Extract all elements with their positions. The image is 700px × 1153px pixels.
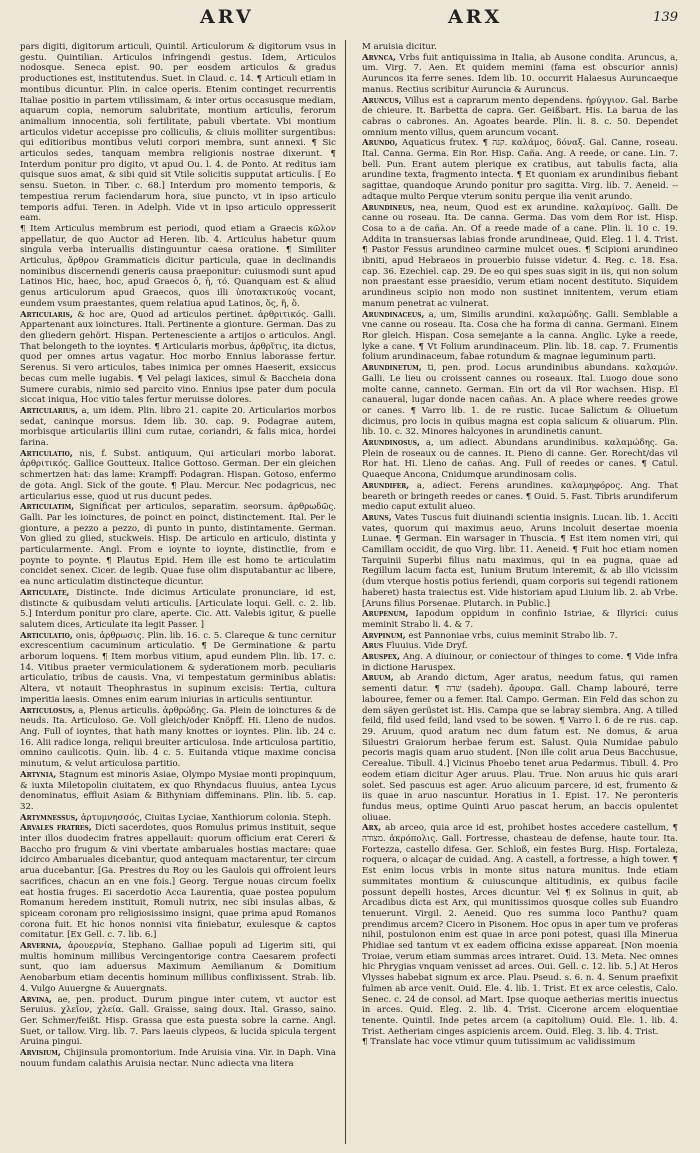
dictionary-entry: [20, 770, 336, 813]
dictionary-entry: [362, 138, 678, 202]
entry-headword: Arundineus,: [362, 202, 415, 213]
dictionary-entry: [362, 1037, 678, 1048]
dictionary-entry: [362, 641, 678, 652]
entry-headword: Arvpinum,: [362, 630, 406, 641]
dictionary-entry: [20, 823, 336, 941]
dictionary-entry: [20, 1048, 336, 1069]
entry-headword: Aruum,: [362, 673, 394, 684]
entry-text: Stagnum est minoris Asiae, Olympo Mysiae monti propinquum, & iuxta Miletopolin ciuitatem, ex quo Rhyndacus fluuius, antea Lycus denominatus, effluit Asiam & Bithyniam diffeminans. Plin. lib. 5. cap. 32.: [20, 769, 336, 812]
dictionary-entry: [20, 42, 336, 224]
right-column: [362, 42, 678, 1144]
dictionary-entry: [362, 203, 678, 310]
entry-text: a, um idem. Plin. libro 21. capite 20. Articularios morbos sedat, caninque morsus. Idem lib. 30. cap. 9. Podagrae autem, morbisque articulariis illini cum rutae, coriandri, & falis mica, hordei farina.: [20, 405, 336, 449]
dictionary-entry: [20, 588, 336, 631]
entry-headword: Articulatio,: [20, 630, 73, 641]
dictionary-entry: [20, 706, 336, 770]
entry-text: a, Plenus articulis. ἀρθρώδης. Ga. Plein de ioinctures & de neuds. Ita. Articuloso. Ge. Voll gleich/oder Knöpff. Hi. Lleno de nudos. Ang. Full of ioyntes, that hath many knottes or ioyntes. Plin. lib. 24 c. 16. Alii radice longa, reliqui breuiter articulosa. Inde articulosa partitio, omnino caulicotis. Quin. lib. 4 c. 5. Euitanda vtique maxime concisa minutum, & velut articulosa partitio.: [20, 705, 336, 770]
entry-text: Distincte. Inde dicimus Articulate pronunciare, id est, distincte & quibusdam veluti articulis. [Articulate loqui. Gell. c. 2. lib. 5.] Interdum ponitur pro clare, aperte. Cic. Att. Valebis igitur, & puelle salutem dices, Articulate ita legit Passer. ]: [20, 587, 336, 630]
entry-text: Dicti sacerdotes, quos Romulus primus instituit, seque inter illos duodecim fratres appellauit: quorum officium erat Cereri & Baccho pro frugum & vini vbertate ambaruales hostias mactare: quae idcirco Ambaruales dicebantur, quod antequam mactarentur, ter circum arua ducebantur. [Ga. Prestres du Roy ou les Gaulois qui offroient leurs sacrifices, chacun an en vne fois.] Georg. Tergue nouas circum foelix eat hostia fruges. Ei sacerdotio Acca Laurentia, quae postea populum Romanum heredem instituit, Romuli nutrix, nec sibi insulas albas, & spiceam coronam pro religiosissimo insigni, quae prima apud Romanos corona fuit. Et hic honos nonnisi vita finiebatur, exulesque & captos comitatur. [Ex Gell. c. 7. lib. 6.]: [20, 823, 336, 941]
entry-text: Ang. A diuinour, or coniectour of thinges to come. ¶ Vide infra in dictione Haruspex.: [362, 652, 678, 673]
entry-text: a, um, Similis arundini. καλαμώδης. Galli. Semblable a vne canne ou roseau. Ita. Cosa che ha forma di canna. Germani. Einem Ror gleich. Hispan. Cosa semejante a la canna. Anglic. Lyke a reede, lyke a cane. ¶ Vt Folium arundinaceum. Plin. lib. 18. cap. 7. Frumentis folium arundinaceum, fabae rotundum & magnae leguminum parti.: [362, 309, 678, 363]
dictionary-entry: [362, 42, 678, 53]
entry-text: M aruisia dicitur.: [362, 42, 437, 52]
entry-text: a, adiect. Ferens arundines. καλαμηφόρος. Ang. That beareth or bringeth reedes or canes. ¶ Ouid. 5. Fast. Tibris arundiferum medio caput extulit alueo.: [362, 480, 678, 513]
dictionary-entry: [20, 941, 336, 995]
entry-text: nis, f. Subst. antiquum, Qui articulari morbo laborat. ἀρθριτικός. Gallice Goutteux. Italice Gottoso. German. Der ein gleichen schmertzen hat: das lame: Krampff: Podagran. Hispan. Gotoso, enfermo de gota. Angl. Sick of the goute. ¶ Plau. Mercur. Nec podagricus, nec articularius esse, quod ut rus ducunt pedes.: [20, 448, 336, 502]
dictionary-entry: [20, 224, 336, 310]
entry-headword: Aruspex,: [362, 652, 400, 663]
entry-text: Significat per articulos, separatim. seorsum. ἀρθρωδῶς. Galli. Par les ioinctures, de poinct en poinct, distinctement. Ital. Per le gionture, a pezzo a pezzo, di punto in punto, distintamente. German. Von glied zu glied, stuckweis. Hisp. De articulo en articulo, distinta y particularmente. Angl. From e ioynte to ioynte, distinctlie, from e poynte to poynte. ¶ Plautus Epid. Hem ille est homo te articulatim concidet senex. Cicer. de legib. Quae fuse olim disputabantur ac libere, ea nunc articulatim distincteque dicuntur.: [20, 502, 336, 588]
dictionary-entry: [362, 652, 678, 673]
entry-text: ἀρτυμνησσός, Ciuitas Lyciae, Xanthiorum colonia. Steph.: [80, 812, 331, 823]
column-divider: [345, 40, 346, 1144]
dictionary-entry: [362, 310, 678, 364]
entry-text: ae, pen. product. Durum pingue inter cutem, vt auctor est Seruius. χλεῖον, χλεία. Gall. Graisse, saing doux. Ital. Grasso, saino. Ger. Schmer/feißt. Hisp. Grassa que esta puesta sobre la carne. Angl. Suet, or tallow. Virg. lib. 7. Pars laeuis clypeos, & lucida spicula tergent Aruina pingui.: [20, 994, 336, 1048]
dictionary-entry: [362, 609, 678, 630]
entry-text: Aquaticus frutex. ¶ קנה. καλάμος, δόναξ. Gal. Canne, roseau. Ital. Canna. Germa. Ein Ror. Hisp. Caña. Ang. A reede, or cane. Lin. 7. bell. Pun. Erant autem plerique ex cratibus, aut tabulis facta, alia arundine texta, fragmento intecta. ¶ Et quoniam ex arundinibus fiebant sagittae, quandoque Arundo ponitur pro sagitta. Virg. lib. 7. Aeneid. -- adtaque multo Perque vterum sonitu perque ilia venit arundo.: [362, 138, 678, 202]
dictionary-entry: [20, 995, 336, 1049]
entry-text: Vates Tuscus fuit diuinandi scientia insignis. Lucan. lib. 1. Acciti vates, quorum qui maximus aeuo, Aruns incoluit desertae moenia Lunae. ¶ German. Ein warsager in Thuscia. ¶ Est item nomen viri, qui Camillam occidit, de quo Virg. libr. 11. Aeneid. ¶ Fuit hoc etiam nomen Tarquinii Superbi filius natu maximus, qui in ea pugna, quae ad Regillum lacum facta est, Iunium Brutum interemit, & ab illo vicissim (dum vterque hostis potius feriendi, quam corporis sui tegendi rationem haberet) hasta traiectus est. Vide historiam apud Liuium lib. 2. ab Vrbe. [Aruns filius Porsenae. Plutarch. in Public.]: [362, 512, 678, 609]
entry-text: nea, neum, Quod est ex arundine. καλαμίνος. Galli. De canne ou roseau. Ita. De canna. Germa. Das vom dem Ror ist. Hisp. Cosa to a de caña. An. Of a reede made of a cane. Plin. li. 10 c. 19. Addita in transuersas labias fronde arundineae, Quid. Eleg. 1 l. 4. Trist. ¶ Pastor Fessus arundineo carmine mulcet oues. ¶ Scipioni arundineo ibniti, apud Hebraeos in prouerbio fuisse videtur. 4. Reg. c. 18. Esa. cap. 36. Ezechiel. cap. 29. De eo qui spes suas sigit in iis, qui non solum non praestant esse praesidio, verum etiam nocent destituto. Siquidem arundineus scipio non modo non sustinet innitentem, verum etiam manum penetrat ac vulnerat.: [362, 202, 678, 309]
entry-text: ἀρουερνία, Stephano. Galliae populi ad Ligerim siti, qui multis hominum millibus Vercingentorige contra Caesarem profecti sunt, quo iam aduersus Maximum Aemilianum & Domitium Aenobarbum etiam decentis hominum millibus conflixissent. Strab. lib. 4. Vulgo Auuergne & Auuergnats.: [20, 941, 336, 994]
entry-text: ab arceo, quia arce id est, prohibet hostes accedere castellum, ¶ מצודה. ἀκρόπολις. Gall. Fortresse, chasteau de defense, haute tour. Ita. Fortezza, castello difesa. Ger. Schloß, ein festes Burg. Hisp. Fortaleza, roquera, o alcaçar de cuidad. Ang. A castell, a fortresse, a high tower. ¶ Est enim locus vrbis in monte situs natura munitus. Inde etiam summitates montium & cuiuscunque altitudinis, ex quibus facile possunt depelli hostes, Arces dicuntur. Vel ¶ ex Solinus in quit, ab Arcadibus dicta est Arx, qui munitissimos quosque colles sub Euandro tenuerunt. Virgil. 2. Aeneid. Quo res summa loco Panthu? quam prendimus arcem? Cicero in Pisonem. Hoc opus in aper tum ve proferas nihil, postulonon enim est quae in arce poni potest, quasi illa Minerua Phidiae sed tantum vt ex eadem officina exisse appareat. [Non moenia Troiae, verum etiam summas arces intraret. Ouid. 13. Meta. Nec omnes hic Phrygias vnquam venisset ad arces. Oui. Gell. c. 12. lib. 5.] At Heros Vlysses habebat signum ex arce. Plau. Pseud. s. 6. n. 4. Senum praefixit fulmen ab arce venit. Ouid. Ele. 4. lib. 1. Trist. Et ex arce celestis, Calo. Senec. c. 24 de consol. ad Mart. Ipse quoque aetherias meritis inuectus in arces. Quid. Eleg. 2. lib. 4. Trist. Cicerone arcem eloquentiae tenente. Quintil. Inde petes arcem (a capitolium) Ouid. Ele. 1. lib. 4. Trist. Aetheriam cinges aspicienis arcem. Ouid. Eleg. 3. lib. 4. Trist.: [362, 823, 678, 1037]
entry-text: onis, ἀρθρωσις. Plin. lib. 16. c. 5. Clareque & tunc cernitur excrescentium cacuminum articulatio. ¶ De Germinatione & partu arborum loquens. ¶ Item morbus vitium, apud eundem Plin. lib. 17. c. 14. Vitibus praeter vermiculationem & syderationem morb. peculiaris articulatio, tribus de causis. Vna, vi tempestatum germinibus ablatis: Altera, vt notauit Theophrastus in supinum excisis: Tertia, cultura imperitia laesis. Omnes enim earum iniurias in articulis sentiuntur.: [20, 630, 336, 705]
dictionary-entry: [20, 406, 336, 449]
page-number: 139: [653, 10, 678, 25]
dictionary-entry: [362, 363, 678, 438]
dictionary-entry: [362, 96, 678, 139]
entry-headword: Articulatim,: [20, 502, 75, 513]
entry-headword: Aruns,: [362, 512, 392, 523]
dictionary-entry: [362, 823, 678, 1037]
dictionary-entry: [20, 502, 336, 588]
dictionary-entry: [362, 631, 678, 642]
entry-headword: Artynia,: [20, 769, 57, 780]
entry-text: Iapodum oppidum in confinio Istriae, & Illyrici: cuius meminit Strabo li. 4. & 7.: [362, 609, 678, 630]
page-header: [0, 6, 700, 38]
entry-headword: Arvales fratres,: [20, 823, 92, 834]
entry-headword: Arundinosus,: [362, 438, 420, 449]
dictionary-entry: [20, 310, 336, 406]
dictionary-entry: [362, 481, 678, 513]
entry-text: ti, pen. prod. Locus arundinibus abundans. καλαμών. Galli. Le lieu ou croissent cannes ou roseaux. Ital. Luogo doue sono molte canne, canneto. German. Ein ort da vil Ror wachsen. Hisp. El canaueral, lugar donde nacen cañas. An. A place where reedes growe or canes. ¶ Varro lib. 1. de re rustic. Iucae Salictum & Oliuetum dicimus, pro locis in quibus magna est copia salicum & oliuarum. Plin. lib. 10. c. 32. Minores halcyones in arundinetis canunt.: [362, 363, 678, 438]
entry-text: Vrbs fuit antiquissima in Italia, ab Ausone condita. Aruncus, a, um. Virg. 7. Aen. Et quidem memini (fama est obscurior annis) Auruncos ita ferre senes. Idem lib. 10. occurrit Halaesus Auruncaeque manus. Rectius scribitur Auruncia & Auruncus.: [362, 52, 678, 95]
entry-headword: Arvisium,: [20, 1048, 61, 1059]
dictionary-entry: [362, 438, 678, 481]
entry-headword: Artymnessus,: [20, 812, 79, 823]
entry-text: est Pannoniae vrbs, cuius meminit Strabo lib. 7.: [408, 630, 618, 641]
dictionary-entry: [20, 631, 336, 706]
entry-text: ¶ Translate hac voce vtimur quum tutissimum ac validissimum: [362, 1037, 636, 1048]
entry-headword: Aruncus,: [362, 95, 402, 106]
entry-text: pars digiti, digitorum articuli, Quintil. Articulorum & digitorum vsus in gestu. Quintilian. Articulos infringendi gestus. Idem, Articulos nodosque. Seneca epist. 90. per eosdem articulos & gradus productiones est, institutendus. Suet. in Claud. c. 14. ¶ Articuli etiam in montibus dicuntur. Plin. in calce operis. Etenim continget recurrentis Italiae positio in partem vtilissimam, & inter ortus occasusque mediam, aquarum copia, nemorum salubritate, montium articulis, ferorum animalium innocentia, soli fertilitate, pabuli vbertate. Vbi montium articulos videtur accepisse pro colliculis, & cliuis molliter surgentibus: qui editioribus montibus veluti corpori membra, sunt annexi. ¶ Sic articulos sedes, tanquam membra religionis nostrae dixerunt. ¶ Interdum ponitur pro digito, vt apud Ou. l. 4. de Ponto. At reditus iam quisque suos amat, & sibi quid sit Vtile solicitis supputat articulis. [ Eo sensu. Sueton. in Tiber. c. 68.] Interdum pro momento temporis, & tempestiua rerum faciendarum hora, siue puncto, vt in ipso articulo temporis adfui. Teren. in Adelph. Vide vt in ipso articulo oppresserit eam.: [20, 42, 336, 224]
dictionary-entry: [362, 513, 678, 609]
entry-text: Fluuius. Vide Dryf.: [385, 641, 468, 652]
entry-headword: Articulatio,: [20, 448, 73, 459]
dictionary-entry: [20, 449, 336, 503]
entry-text: Chijinsula promontorium. Inde Aruisia vina. Vir. in Daph. Vina nouum fundam calathis Aruisia nectar. Nunc adiecta vna litera: [20, 1048, 336, 1069]
entry-headword: Articularius,: [20, 405, 79, 416]
entry-text: ab Arando dictum, Ager aratus, needum fatus, qui ramen sementi datur. ¶ שדה (sadeh). ἄρουρα. Gall. Champ labouré, terre labouree, femer ou a femer. Ital. Campo. German. Ein Feld das schon zu dem säyen gerüstet ist. His. Campa que se labray siembra. Ang. A tilled feild, fild used feild, land vsed to be sowen. ¶ Varro l. 6 de re rus. cap. 29. Aruum, quod aratum nec dum fatum est. Ne domus, & arua Siluestri Graiorum herbae ferum est. Salust. Quia Numidae pabulo pecoris magis quam aruo student. [Non ille colit arua Deus Bacchusue, Cerealue. Tibull. 4.] Vicinus Phoebo tenet arua Pedarmus. Tibull. 4. Pro eodem etiam dicitur Ager aruus. Plau. True. Non aruus hic quis arari solet. Sed pascuus est ager. Aruo alicuum parcere, id est, frumento & iis quae in aruo nascuntur. Horatius in 1. Epist. 17. Ne peronteris fundus meus, optime Quinti Aruo pascat herum, an baccis opulentet oliuae.: [362, 673, 678, 823]
entry-text: & hoc are, Quod ad articulos pertinet. ἀρθριτικός. Galli. Appartenant aux ioinctures. Itali. Pertinente a gionture. German. Das zu den gliedern gehört. Hispan. Pertenesciente a artijos o articulos. Angl. That belongeth to the ioyntes. ¶ Articularis morbus, ἀρθρῖτις, ita dictus, quod per omnes artus vagatur. Hoc morbo Ennius laborasse fertur. Serenus. Si vero articulos, tabes inimica per omnes Haeserit, exsiccus becas cum melle iugabis. ¶ Vel pelagi laxices, simul & Baccheia dona Sumere curabis, nimio sed parcito vino. Ennius ipse pater dum pocula siccat iniqua, Hoc vitio tales fertur meruisse dolores.: [20, 309, 336, 406]
entry-headword: Arupenum,: [362, 609, 409, 620]
left-column: [20, 42, 336, 1144]
dictionary-entry: [362, 53, 678, 96]
entry-headword: Arundo,: [362, 138, 398, 149]
entry-headword: Arvnca,: [362, 52, 397, 63]
entry-headword: Arundifer,: [362, 480, 410, 491]
entry-headword: Articulosus,: [20, 705, 76, 716]
entry-headword: Arundinaceus,: [362, 309, 425, 320]
entry-text: a, um adiect. Abundans arundinibus. καλαμώδης. Ga. Plein de roseaux ou de cannes. It. Pieno di canne. Ger. Rorecht/das vil Ror hat. Hi. Lleno de cañas. Ang. Full of reedes or canes. ¶ Catul. Quaeque Ancona, Cnidumque arundinosam colis.: [362, 438, 678, 481]
entry-headword: Articularis,: [20, 309, 73, 320]
entry-headword: Arus: [362, 641, 384, 652]
entry-headword: Arvernia,: [20, 941, 62, 952]
entry-headword: Articulate,: [20, 587, 70, 598]
entry-text: ¶ Item Articulus membrum est periodi, quod etiam a Graecis κῶλον appellatur, de quo Auctor ad Heren. lib. 4. Articulus habetur quum singula verba interuallis distinguuntur caesa oratione. ¶ Similiter Articulus, ἄρθρον Grammaticis dicitur particula, quae in declinandis nominibus discernendi generis causa praeponitur: cuiusmodi sunt apud Latinos Hic, haec, hoc, apud Graecos ὁ, ἡ, τό. Quanquam est & aliud genus articulorum apud Graecos, quos illi ὑποτακτικούς vocant, eundem vsum praestantes, quem relatiua apud Latinos, ὅς, ἥ, ὅ.: [20, 223, 336, 309]
dictionary-entry: [20, 813, 336, 824]
entry-headword: Arundinetum,: [362, 363, 422, 374]
running-head-left: ARV: [200, 6, 254, 28]
dictionary-entry: [362, 673, 678, 823]
running-head-right: ARX: [448, 6, 503, 28]
entry-text: Villus est a caprarum mento dependens. ἠρύγγιον. Gal. Barbe de chieure. It. Barbetta de capra. Ger. Geißbart. His. La barua de las cabras o cabrones. An. Agoates bearde. Plin. li. 8. c. 50. Dependet omnium mento villus, quem aruncum vocant.: [362, 95, 678, 138]
entry-headword: Arvina,: [20, 994, 53, 1005]
entry-headword: Arx,: [362, 823, 382, 834]
